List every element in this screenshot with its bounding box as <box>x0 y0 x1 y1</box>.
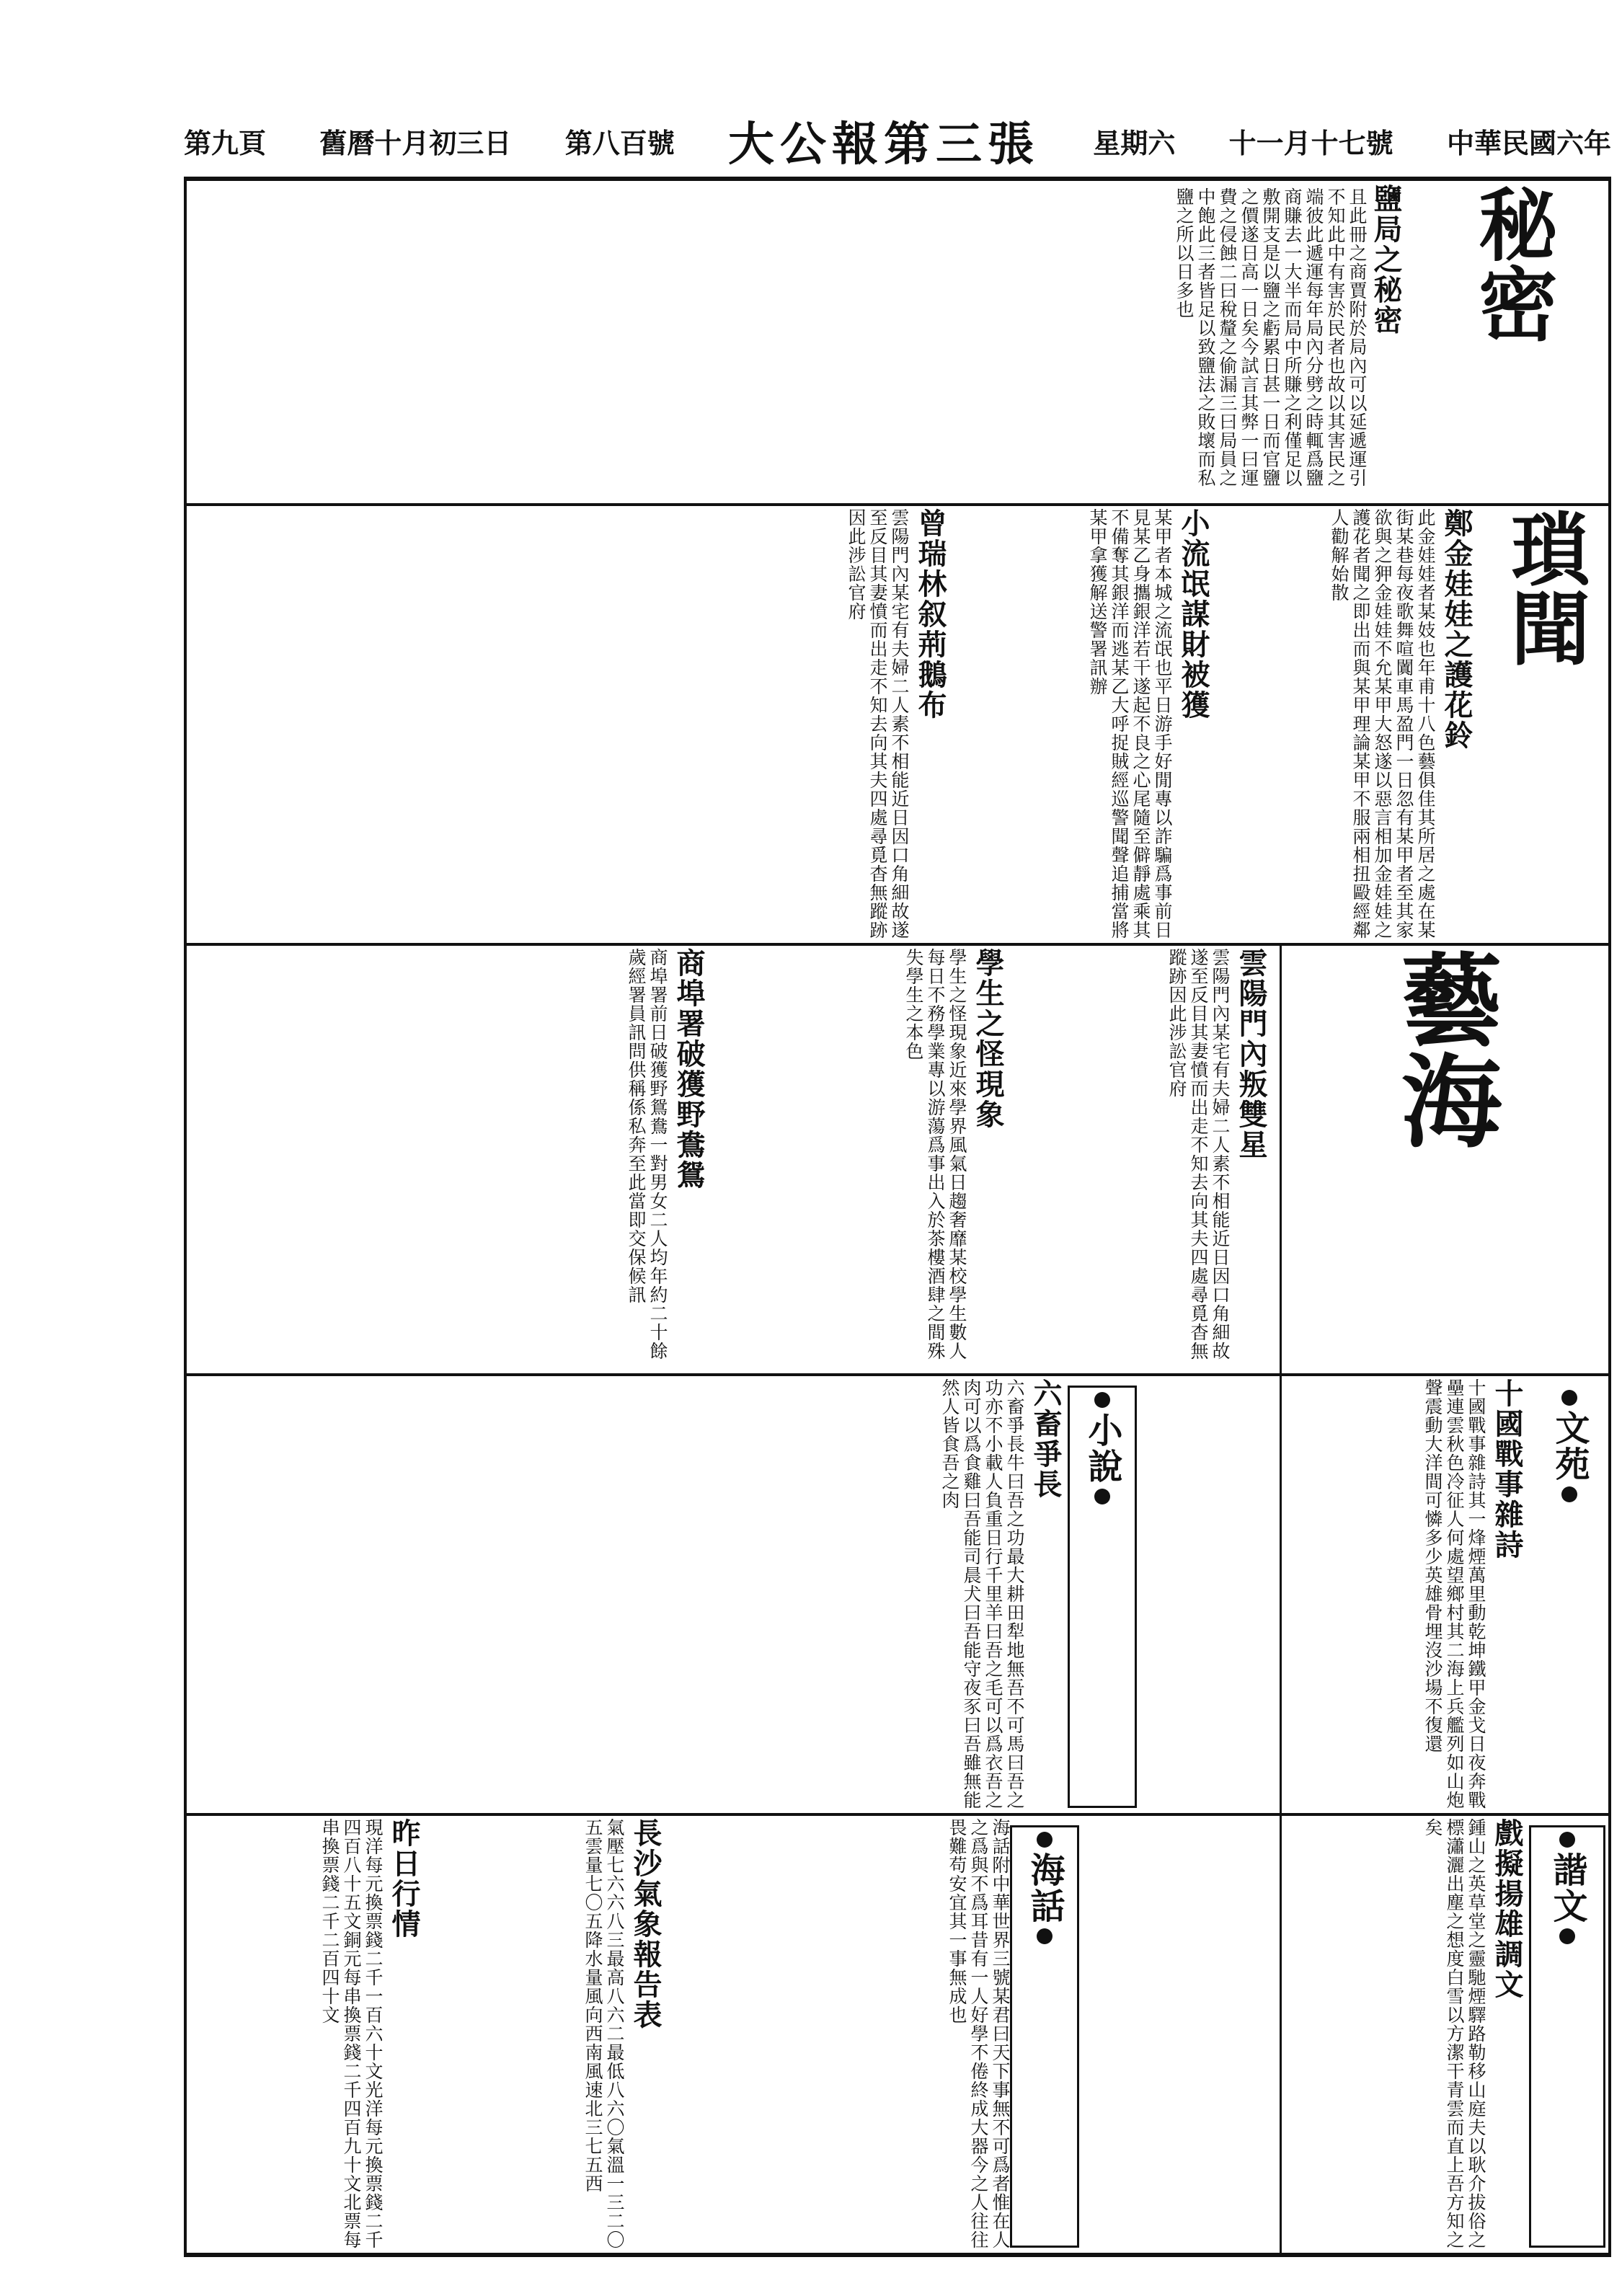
news-item-4-title: 雲陽門內叛雙星 <box>1234 948 1268 1160</box>
witty-text: 鍾山之英草堂之靈馳煙驛路勒移山庭夫以耿介拔俗之標瀟灑出塵之想度白雪以方潔干青雲而直上吾方知之矣 <box>1422 1818 1486 2249</box>
poem-header <box>1490 1378 1530 1811</box>
news-item-1-text: 此金娃娃者某妓也年甫十八色藝俱佳其所居之處在某街某巷每夜歌舞喧闐車馬盈門一日忽有某甲者至其家欲與之狎金娃娃不允某甲大怒遂以惡言相加金娃娃之護花者聞之即出而與某甲理論某甲不服兩相扭毆經鄰人勸解始散 <box>1329 508 1436 939</box>
sea-talk-header <box>1010 1825 1079 2248</box>
bullet-icon <box>1037 1928 1052 1944</box>
market-text: 現洋每元換票錢二千一百六十文光洋每元換票錢二千四百八十五文銅元每串換票錢二千四百九十文北票每串換票錢二千二百四十文 <box>319 1818 384 2249</box>
news-item-2-title: 小流氓謀財被獲 <box>1176 508 1210 720</box>
band-secret <box>189 184 1605 501</box>
witty-title: 諧文 <box>1547 1852 1587 1924</box>
literary-header <box>1533 1386 1605 1804</box>
news-item-4-text: 雲陽門內某宅有夫婦二人素不相能近日因口角細故遂至反目其妻憤而出走不知去向其夫四處尋覓杳無蹤跡因此涉訟官府 <box>1166 948 1231 1360</box>
literary-title: 文苑 <box>1549 1410 1590 1482</box>
news-title: 瑣聞 <box>1498 508 1591 667</box>
poem-text: 十國戰事雜詩其一烽煙萬里動乾坤鐵甲金戈日夜奔戰壘連雲秋色冷征人何處望鄉村其二海上兵艦列如山炮聲震動大洋間可憐多少英雄骨埋沒沙場不復還 <box>1422 1378 1486 1809</box>
news-item-6-text: 商埠署前日破獲野鴛鴦一對男女二人均年約二十餘歲經署員訊問供稱係私奔至此當即交保候訊 <box>626 948 668 1360</box>
secret-article-header <box>1369 184 1412 501</box>
top-rule <box>184 177 1611 181</box>
masthead-date-solar: 十一月十七號 <box>1228 126 1393 159</box>
band2-rule <box>184 943 1611 946</box>
secret-article-title: 鹽局之秘密 <box>1369 184 1403 335</box>
right-rule <box>1608 177 1611 2257</box>
news-item-4-header <box>1234 948 1274 1371</box>
news-item-5-text: 學生之怪現象近來學界風氣日趨奢靡某校學生數人每日不務學業專以游蕩爲事出入於茶樓酒肆之間殊失學生之本色 <box>903 948 967 1360</box>
band1-rule <box>184 503 1611 506</box>
secret-text: 且此冊之商賈附於局內可以延遞運引不知此中有害於民者也故以其害民之端彼此遞運每年局內分劈之時輒爲鹽商賺去一大半而局中所賺之利僅足以敷開支是以鹽之虧累日甚一日而官鹽之價遂日高一日矣今試言其弊一曰運費之侵蝕二曰稅釐之偷漏三曰局員之中飽此三者皆足以致鹽法之敗壞而私鹽之所以日多也 <box>1174 187 1368 487</box>
arts-header <box>1281 948 1605 1371</box>
sea-talk-title: 海話 <box>1024 1852 1065 1924</box>
masthead-issue: 第八百號 <box>564 126 675 159</box>
witty-header <box>1529 1825 1605 2248</box>
masthead-date-lunar: 舊曆十月初三日 <box>319 126 512 159</box>
news-item-5-header <box>971 948 1011 1371</box>
news-item-3-text: 雲陽門內某宅有夫婦二人素不相能近日因口角細故遂至反目其妻憤而出走不知去向其夫四處尋覓杳無蹤跡因此涉訟官府 <box>846 508 910 939</box>
masthead-weekday: 星期六 <box>1093 126 1176 159</box>
news-item-3-header <box>913 508 953 941</box>
band3-rule <box>184 1373 1611 1376</box>
sea-talk-text: 海話附中華世界三號某君曰天下事無不可爲者惟在人之爲與不爲耳昔有一人好學不倦終成大器今之人往往畏難苟安宜其一事無成也 <box>947 1818 1011 2249</box>
news-item-6-header <box>672 948 712 1371</box>
news-item-5-title: 學生之怪現象 <box>971 948 1005 1130</box>
bullet-icon <box>1094 1392 1110 1408</box>
bullet-icon <box>1094 1489 1110 1504</box>
bullet-icon <box>1561 1486 1577 1502</box>
news-item-1-header <box>1440 508 1479 941</box>
band-bottom <box>189 1818 1605 2251</box>
witty-piece: 戲擬揚雄調文 <box>1490 1818 1524 2000</box>
band-literary <box>189 1378 1605 1811</box>
novel-title: 小說 <box>1082 1412 1122 1484</box>
poem-title: 十國戰事雜詩 <box>1490 1378 1524 1560</box>
market-title: 昨日行情 <box>387 1818 421 1939</box>
news-item-6-title: 商埠署破獲野鴦鴛 <box>672 948 706 1190</box>
masthead <box>184 108 1611 173</box>
news-item-2-text: 某甲者本城之流氓也平日游手好閒專以詐騙爲事前日見某乙身攜銀洋若干遂起不良之心尾隨至僻靜處乘其不備奪其銀洋而逃某乙大呼捉賊經巡警聞聲追捕當將某甲拿獲解送警署訊辦 <box>1087 508 1173 939</box>
masthead-paper-name: 大公報第三張 <box>728 118 1040 172</box>
bullet-icon <box>1037 1832 1052 1848</box>
witty-piece-header <box>1490 1818 1530 2251</box>
masthead-edition: 中華民國六年 <box>1446 126 1611 159</box>
novel-name: 六畜爭長 <box>1029 1378 1063 1499</box>
secret-header <box>1418 184 1605 501</box>
news-item-1-title: 鄭金娃娃之護花鈴 <box>1440 508 1473 750</box>
band-news <box>189 508 1605 941</box>
news-item-3-title: 曾瑞林叙荊鵝布 <box>913 508 947 720</box>
left-rule <box>184 177 187 2257</box>
band4-rule <box>184 1813 1611 1816</box>
bullet-icon <box>1561 1390 1577 1406</box>
secret-title: 秘密 <box>1466 184 1559 342</box>
arts-title: 藝海 <box>1384 948 1502 1150</box>
bullet-icon <box>1559 1832 1575 1848</box>
bottom-rule <box>184 2253 1611 2257</box>
news-header <box>1483 508 1605 941</box>
masthead-page: 第九頁 <box>184 126 267 159</box>
bullet-icon <box>1559 1928 1575 1944</box>
novel-name-header <box>1029 1378 1068 1811</box>
secret-body <box>192 187 1368 497</box>
news-item-2-header <box>1176 508 1216 941</box>
market-header <box>387 1818 427 2251</box>
weather-title: 長沙氣象報告表 <box>629 1818 662 2030</box>
weather-header <box>629 1818 668 2251</box>
novel-header <box>1068 1386 1137 1808</box>
weather-text: 氣壓七六六八三最高八六二最低八六〇氣溫一三二〇五雲量七〇五降水量風向西南風速北三七五西 <box>582 1818 625 2249</box>
band-news-2 <box>189 948 1605 1371</box>
novel-text: 六畜爭長牛曰吾之功最大耕田犁地無吾不可馬曰吾之功亦不小載人負重日行千里羊曰吾之毛可以爲衣吾之肉可以爲食雞曰吾能司晨犬曰吾能守夜豕曰吾雖無能然人皆食吾之肉 <box>939 1378 1025 1809</box>
